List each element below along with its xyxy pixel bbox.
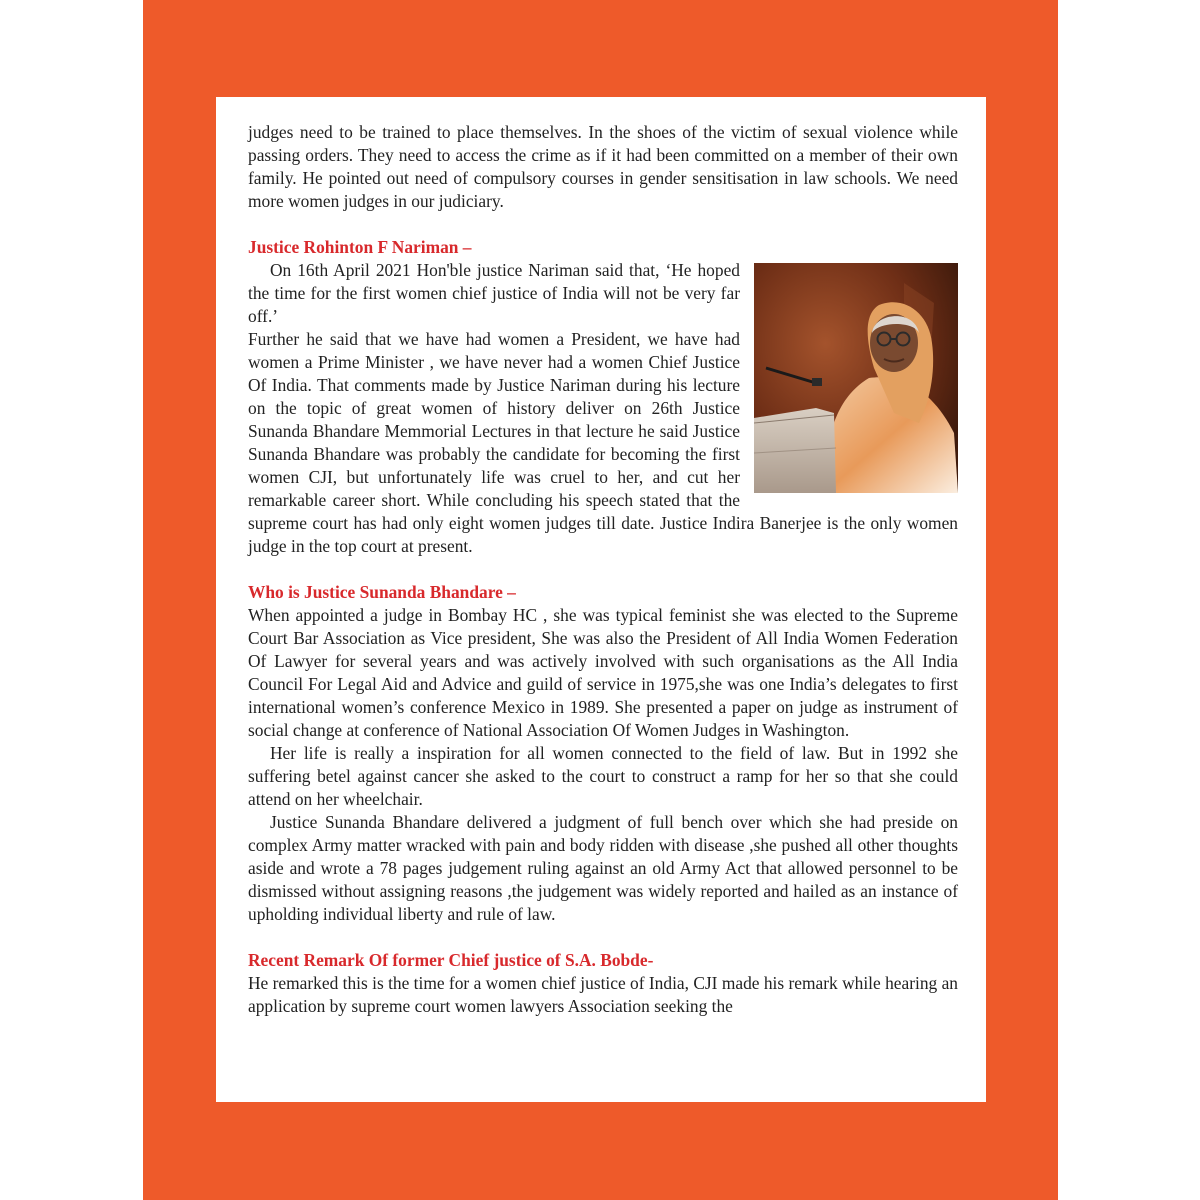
bobde-paragraph-1: He remarked this is the time for a women chief justice of India, CJI made his remark while hearing an application by supreme court women lawyers Association seeking the	[248, 973, 958, 1016]
bhandare-paragraph-2: Her life is really a inspiration for all women connected to the field of law. But in 1992 she suffering betel against cancer she asked to the court to construct a ramp for her so that she could attend on her wheelchair.	[248, 743, 958, 809]
photo-justice-sunanda-bhandare	[754, 263, 958, 493]
nariman-paragraph-2: Further he said that we have had women a President, we have had women a Prime Minister , we have never had a women Chief Justice Of India. That comments made by Justice Nariman during his lecture on the topic of great women of history deliver on 26th Justice Sunanda Bhandare Memmorial Lectures in that lecture he said Justice Sunanda Bhandare was probably the candidate for becoming the first women CJI, but unfortunately life was cruel to her, and cut her remarkable career short. While concluding his speech stated that the supreme court has had only eight women judges till date. Justice Indira Banerjee is the only women judge in the top court at present.	[248, 329, 958, 556]
heading-bobde: Recent Remark Of former Chief justice of S.A. Bobde-	[248, 950, 654, 970]
nariman-paragraph-1: On 16th April 2021 Hon'ble justice Nariman said that, ‘He hoped the time for the first women chief justice of India will not be very far off.’	[248, 260, 740, 326]
intro-paragraph: judges need to be trained to place themselves. In the shoes of the victim of sexual violence while passing orders. They need to access the crime as if it had been committed on a member of their own family. He pointed out need of compulsory courses in gender sensitisation in law schools. We need more women judges in our judiciary.	[248, 122, 958, 211]
bhandare-paragraph-1: When appointed a judge in Bombay HC , she was typical feminist she was elected to the Supreme Court Bar Association as Vice president, She was also the President of All India Women Federation Of Lawyer for several years and was actively involved with such organisations as the All India Council For Legal Aid and Advice and guild of service in 1975,she was one India’s delegates to first international women’s conference Mexico in 1989. She presented a paper on judge as instrument of social change at conference of National Association Of Women Judges in Washington.	[248, 605, 958, 740]
bhandare-paragraph-3: Justice Sunanda Bhandare delivered a judgment of full bench over which she had preside on complex Army matter wracked with pain and body ridden with disease ,she pushed all other thoughts aside and wrote a 78 pages judgement ruling against an old Army Act that allowed personnel to be dismissed without assigning reasons ,the judgement was widely reported and hailed as an instance of upholding individual liberty and rule of law.	[248, 812, 958, 924]
heading-nariman: Justice Rohinton F Nariman –	[248, 237, 472, 257]
heading-bhandare: Who is Justice Sunanda Bhandare –	[248, 582, 516, 602]
document-page	[216, 97, 986, 1102]
page-content	[248, 121, 958, 1018]
